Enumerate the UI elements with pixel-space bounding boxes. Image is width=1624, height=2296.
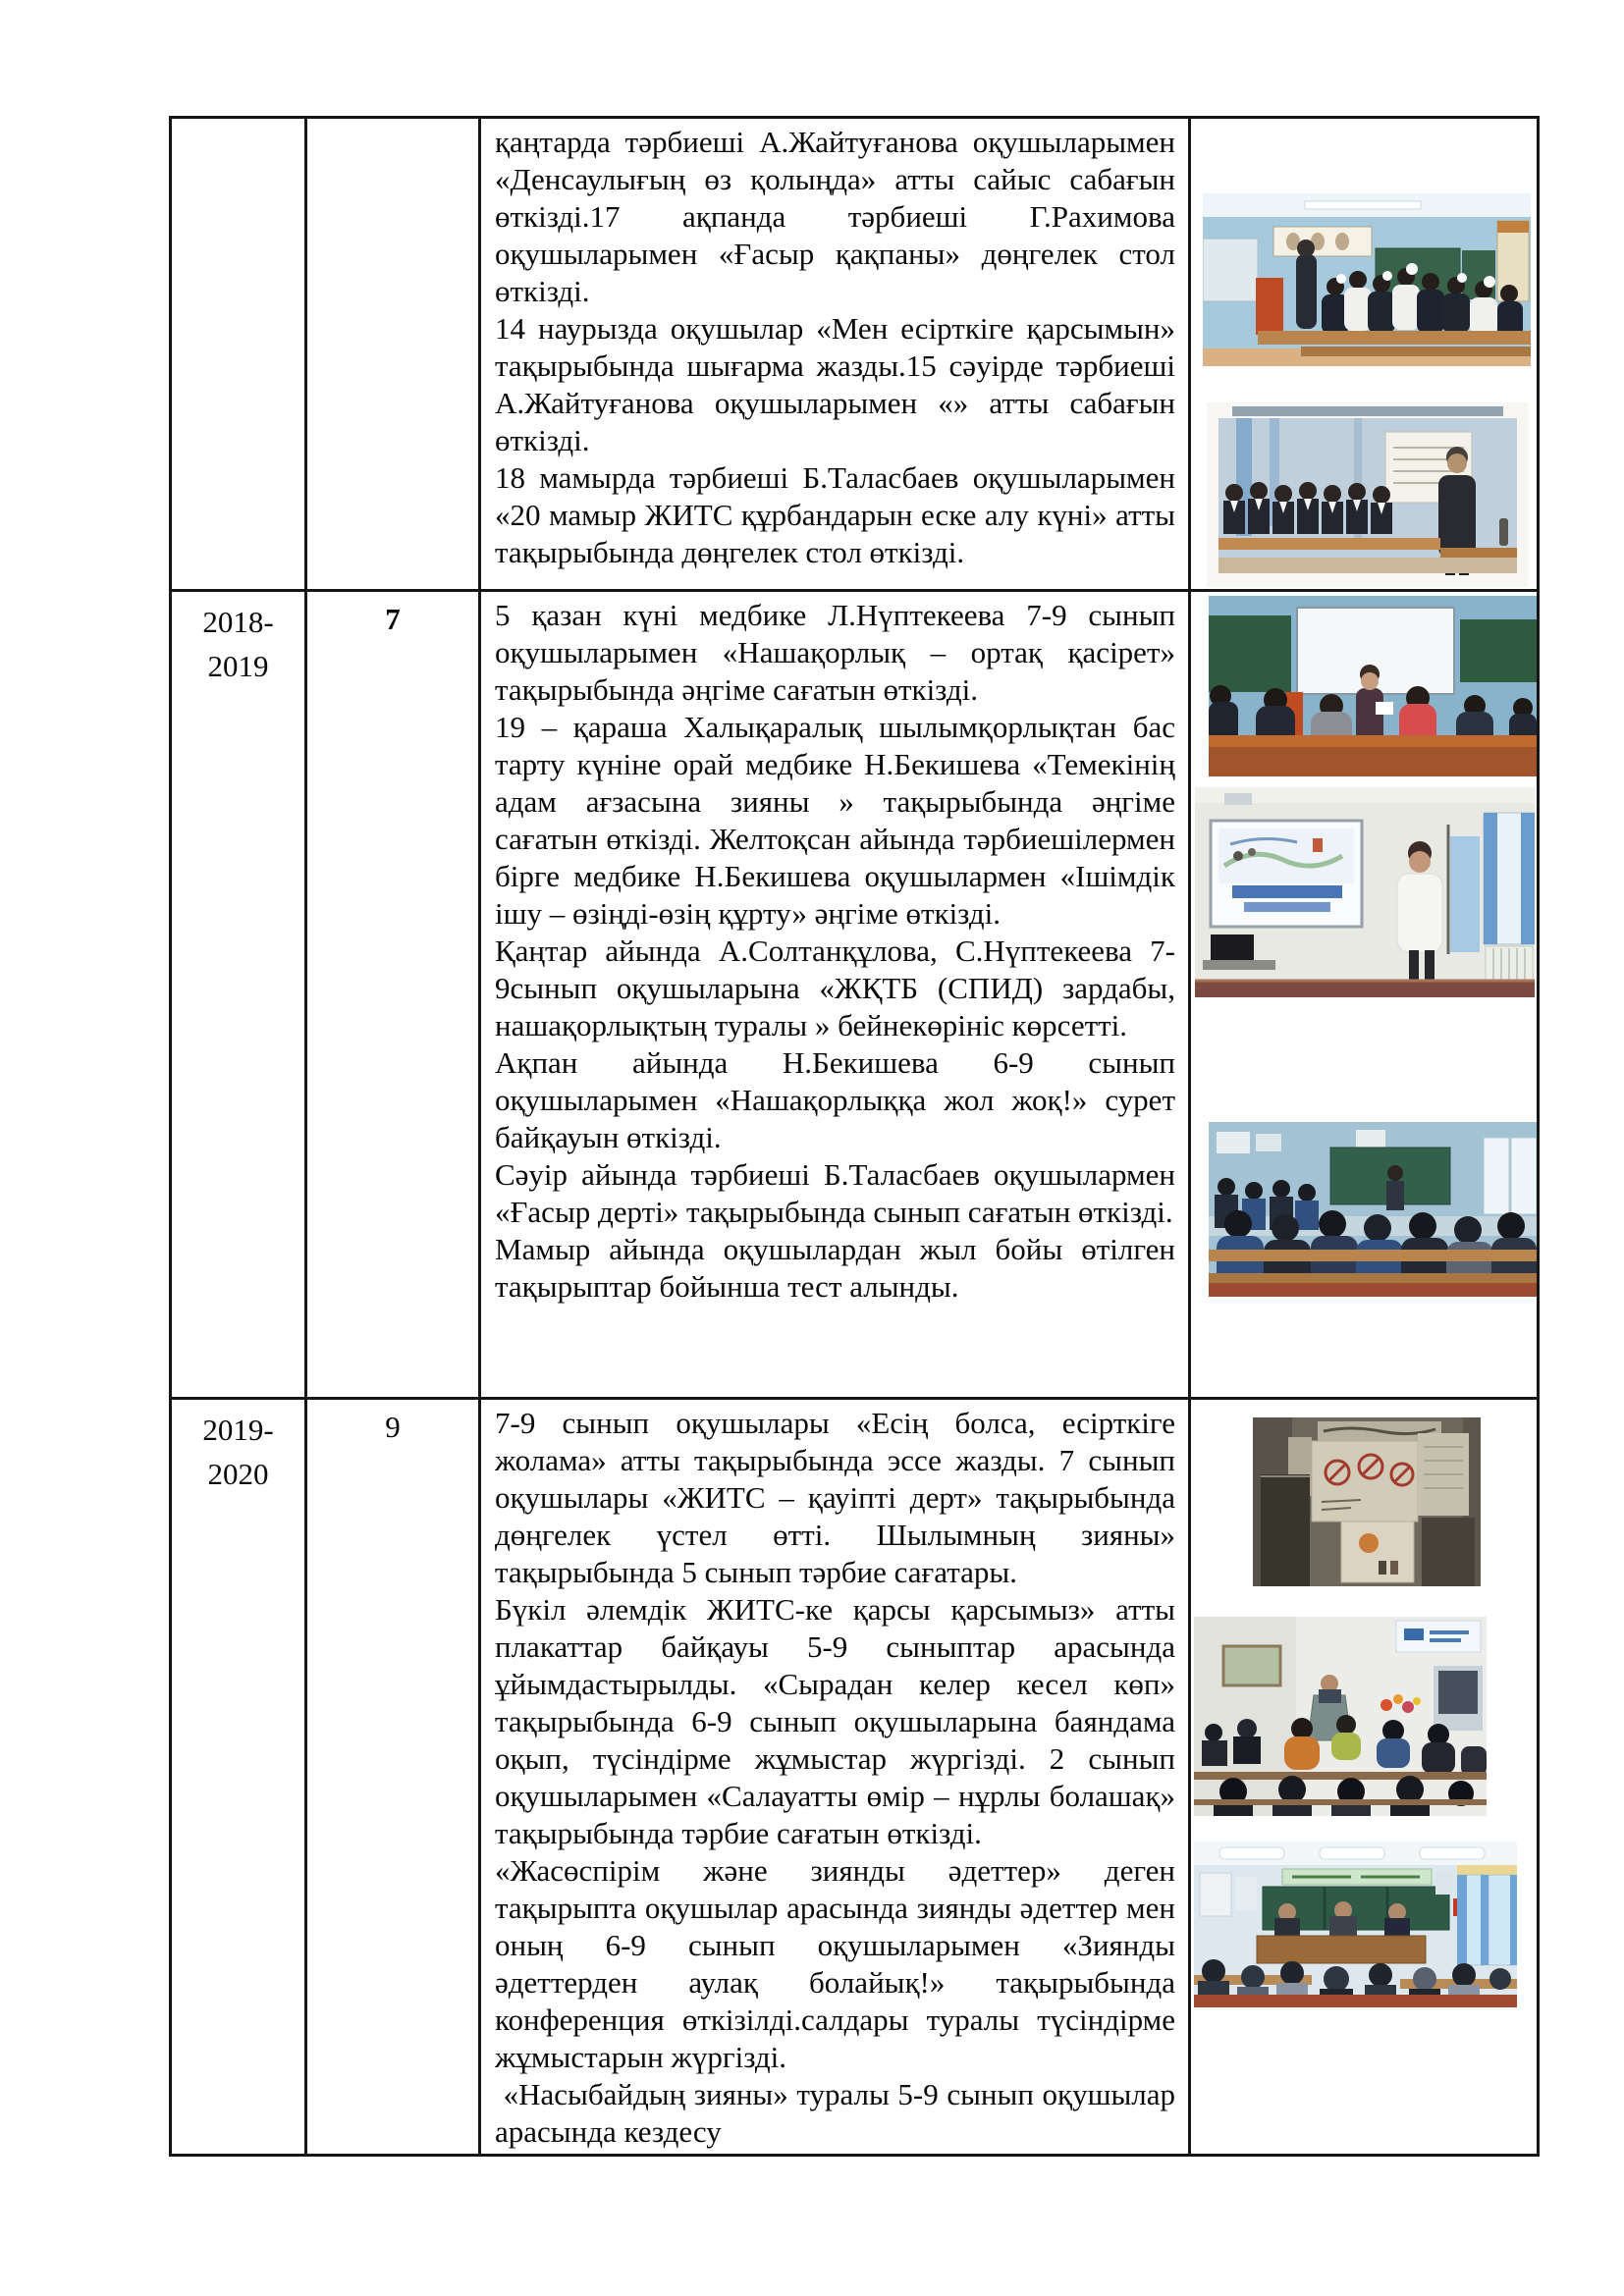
- count-value: [307, 119, 478, 127]
- photo-classroom-contest-lesson: [1203, 193, 1531, 366]
- photo-pupils-from-behind: [1209, 1122, 1537, 1297]
- count-value: 9: [385, 1410, 401, 1444]
- paragraph: Мамыр айында оқушылардан жыл бойы өтілген тақырыптар бойынша тест алынды.: [495, 1232, 1175, 1304]
- count-cell: [306, 118, 480, 591]
- photo-lectern-conference: [1194, 1617, 1487, 1816]
- paragraph: Қаңтар айында А.Солтанқұлова, С.Нүптекеева 7-9сынып оқушыларына «ЖҚТБ (СПИД) зардабы, нашақорлықтың туралы » бейнекөрініс көрсетті.: [495, 934, 1175, 1042]
- paragraph: 19 – қараша Халықаралық шылымқорлықтан бас тарту күніне орай медбике Н.Бекишева «Темекінің адам ағзасына зияны » тақырыбында әңгіме сағатын өткізді. Желтоқсан айында тәрбиешілермен бірге медбике Н.Бекишева оқушылармен «Ішімдік ішу – өзіңді-өзің құрту» әңгіме өткізді.: [495, 710, 1175, 931]
- photos-cell: [1190, 1399, 1539, 2156]
- years-line1: 2018-: [202, 605, 274, 639]
- count-value: 7: [385, 602, 401, 636]
- count-cell: [306, 1399, 480, 2156]
- years-line2: 2019: [207, 649, 269, 683]
- photo-nurse-projector-presentation: [1195, 787, 1535, 997]
- table-row: [171, 1399, 1539, 2156]
- photo-presidium-classroom: [1194, 1842, 1517, 2007]
- paragraph: Ақпан айында Н.Бекишева 6-9 сынып оқушыларымен «Нашақорлыққа жол жоқ!» сурет байқауын өткізді.: [495, 1045, 1175, 1154]
- description-cell: [480, 591, 1190, 1399]
- paragraph: 18 мамырда тәрбиеші Б.Таласбаев оқушыларымен «20 мамыр ЖИТС құрбандарын еске алу күні» атты тақырыбында дөңгелек стол өткізді.: [495, 460, 1175, 569]
- paragraph: 14 наурызда оқушылар «Мен есірткіге қарсымын» тақырыбында шығарма жазды.15 сәуірде тәрбиеші А.Жайтуғанова оқушыларымен «» атты сабағын өткізді.: [495, 311, 1175, 457]
- photos-cell: [1190, 118, 1539, 591]
- paragraph: «Жасөспірім және зиянды әдеттер» деген тақырыпта оқушылар арасында зиянды әдеттер мен оның 6-9 сынып оқушыларымен «Зиянды әдеттерден аулақ болайық!» тақырыбында конференция өткізілді.салдары туралы түсіндірме жұмыстарын жүргізді.: [495, 1853, 1175, 2074]
- years-cell: [171, 591, 306, 1399]
- description-cell: [480, 118, 1190, 591]
- table-row: [171, 591, 1539, 1399]
- paragraph: Сәуір айында тәрбиеші Б.Таласбаев оқушылармен «Ғасыр дерті» тақырыбында сынып сағатын өткізді.: [495, 1157, 1175, 1229]
- years-cell: [171, 118, 306, 591]
- count-cell: [306, 591, 480, 1399]
- photo-speaker-with-schoolgirls: [1207, 402, 1529, 587]
- paragraph: қаңтарда тәрбиеші А.Жайтуғанова оқушыларымен «Денсаулығың өз қолыңда» атты сайыс сабағын өткізді.17 ақпанда тәрбиеші Г.Рахимова оқушыларымен «Ғасыр қақпаны» дөңгелек стол өткізді.: [495, 125, 1175, 308]
- paragraph: Бүкіл әлемдік ЖИТС-ке қарсы қарсымыз» атты плакаттар байқауы 5-9 сыныптар арасында ұйымдастырылды. «Сырадан келер кесел көп» тақырыбында 6-9 сынып оқушыларына баяндама оқып, түсіндірме жұмыстар жүргізді. 2 сынып оқушыларымен «Салауатты өмір – нұрлы болашақ» тақырыбында тәрбие сағатын өткізді.: [495, 1592, 1175, 1850]
- paragraph: 7-9 сынып оқушылары «Есің болса, есірткіге жолама» атты тақырыбында эссе жазды. 7 сынып оқушылары «ЖИТС – қауіпті дерт» тақырыбында дөңгелек үстел өтті. Шылымның зияны» тақырыбында 5 сынып тәрбие сағатары.: [495, 1406, 1175, 1589]
- activity-report-table: [169, 116, 1540, 2157]
- years-line1: 2019-: [202, 1413, 274, 1447]
- description-cell: [480, 1399, 1190, 2156]
- years-line2: 2020: [207, 1457, 269, 1491]
- years-cell: [171, 1399, 306, 2156]
- paragraph: «Насыбайдың зияны» туралы 5-9 сынып оқушылар арасында кездесу: [495, 2077, 1175, 2149]
- paragraph: 5 қазан күні медбике Л.Нүптекеева 7-9 сынып оқушыларымен «Нашақорлық – ортақ қасірет» тақырыбында әңгіме сағатын өткізді.: [495, 598, 1175, 707]
- photo-anti-smoking-posters: [1253, 1417, 1481, 1586]
- photos-cell: [1190, 591, 1539, 1399]
- table-row: [171, 118, 1539, 591]
- photo-nurse-talk-whiteboard: [1209, 596, 1537, 776]
